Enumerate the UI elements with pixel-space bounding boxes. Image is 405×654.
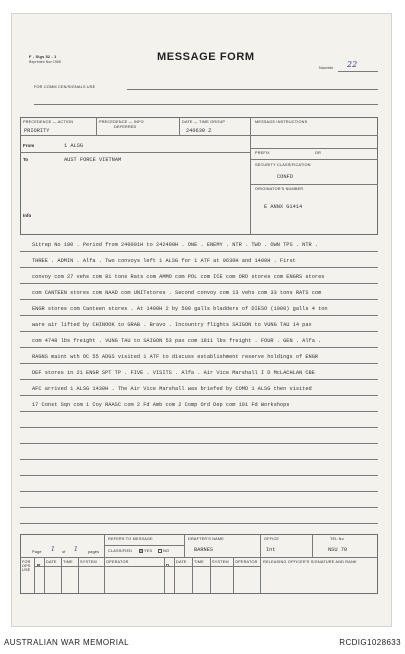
message-line: com 4748 lbs freight . VUNG TAU to SAIGON 53 pax com 1811 lbs freight . FOUR . GEN . Alfa . <box>32 338 322 344</box>
message-line-rule <box>20 331 378 332</box>
bottom-box <box>20 534 378 594</box>
message-line-rule <box>20 363 378 364</box>
ops-col <box>34 557 35 594</box>
precedence-action-label: PRECEDENCE — ACTION <box>23 120 74 124</box>
r-time-col <box>78 557 79 594</box>
no-label: NO <box>163 549 170 553</box>
originator-value: E ANNX G1414 <box>264 204 303 210</box>
for-ops-use-label: FOR OPS USE <box>22 560 31 572</box>
page-value: 1 <box>51 546 55 553</box>
r-system-label: SYSTEM <box>80 560 97 564</box>
info-label: Info <box>23 213 32 218</box>
message-line: THREE . ADMIN . Alfa . Two convoys left 1 ALSG for 1 ATF at 0630H and 1400H . First <box>32 258 296 264</box>
prefix-top-rule <box>250 148 378 149</box>
number-rule <box>338 71 378 72</box>
message-line-rule <box>20 427 378 428</box>
precedence-info-label: PRECEDENCE — INFO <box>99 120 144 124</box>
ops-header-rule <box>34 566 260 567</box>
form-reprint-note: Reprinted Nov 1965 <box>29 60 61 64</box>
r-label: R <box>37 563 41 568</box>
footer-left: AUSTRALIAN WAR MEMORIAL <box>4 638 129 647</box>
office-label: OFFICE <box>264 537 280 541</box>
tel-label: TEL No <box>330 537 344 541</box>
drafter-label: DRAFTER'S NAME <box>188 537 225 541</box>
d-time-label: TIME <box>194 560 204 564</box>
from-rule <box>20 152 250 153</box>
d-system-col <box>233 557 234 594</box>
number-value: 22 <box>347 60 358 69</box>
d-date-label: DATE <box>176 560 187 564</box>
message-line: AFC arrived 1 ALSG 1430H . The Air Vice Marshall was briefed by COMD 1 ALSG then visited <box>32 386 312 392</box>
message-line-rule <box>20 459 378 460</box>
comm-cen-label: FOR COMM CEN/SIGNALS USE <box>34 85 96 89</box>
message-line-rule <box>20 347 378 348</box>
r-time-label: TIME <box>63 560 73 564</box>
prefix-bottom-rule <box>250 159 378 160</box>
header-row-divider <box>20 135 378 136</box>
tel-value: NSU 70 <box>328 547 348 553</box>
form-code: F - Sigs 52 - 1 <box>29 55 57 59</box>
gr-label: GR <box>315 151 322 155</box>
bottom-col-c <box>260 534 261 557</box>
bottom-row-divider <box>20 557 378 558</box>
header-col-1 <box>96 117 97 135</box>
r-date-label: DATE <box>46 560 57 564</box>
comm-cen-rule-2 <box>34 104 378 105</box>
from-label: From <box>23 143 35 148</box>
message-line-rule <box>20 523 378 524</box>
d-date-col <box>192 557 193 594</box>
instructions-label: MESSAGE INSTRUCTIONS <box>255 120 308 124</box>
header-col-3 <box>250 117 251 235</box>
message-line: com CANTEEN stores com NAAD com UNITstores . Second convoy com 13 vehs com 33 tons RATS com <box>32 290 322 296</box>
bottom-col-b <box>184 534 185 557</box>
message-line: Sitrep No 180 . Period from 240001H to 242400H . ONE . ENEMY . NTR . TWO . OWN TPS . NTR . <box>32 242 319 248</box>
security-value: CONFD <box>277 174 293 180</box>
message-line: 17 Const Sqn com 1 Coy RAASC com 2 Fd Amb com 2 Comp Ord Dep com 101 Fd Workshops <box>32 402 290 408</box>
of-label: of <box>62 550 66 554</box>
d-label: D <box>166 563 170 568</box>
d-operator-label: OPERATOR <box>235 560 258 564</box>
precedence-info-sub: DEFERRED <box>114 125 137 129</box>
drafter-value: BARNES <box>194 547 214 553</box>
dtg-value: 240630 Z <box>186 128 212 134</box>
no-checkbox[interactable] <box>158 549 162 553</box>
to-value: AUST FORCE VIETNAM <box>64 157 122 163</box>
header-col-2 <box>179 117 180 135</box>
r-system-col <box>104 557 105 594</box>
message-line: DEF stores in 21 ENGR SPT TP . FIVE . VISITS . Alfa . Air Vice Marshall I D McLACHLAN CBE <box>32 370 315 376</box>
refers-label: REFERS TO MESSAGE <box>108 537 153 541</box>
precedence-action-value: PRIORITY <box>24 128 50 134</box>
message-line-rule <box>20 315 378 316</box>
number-label: Number <box>319 66 334 70</box>
message-line-rule <box>20 283 378 284</box>
r-col <box>44 557 45 594</box>
to-label: To <box>23 157 29 162</box>
message-line-rule <box>20 395 378 396</box>
comm-cen-rule <box>127 89 378 90</box>
message-line-rule <box>20 491 378 492</box>
originator-label: ORIGINATOR'S NUMBER <box>255 187 304 191</box>
message-line: ENGR stores com Canteen stores . At 1400H 2 by 500 galls bladders of DIESO (1000) galls 4 ton <box>32 306 328 312</box>
r-operator-label: OPERATOR <box>106 560 129 564</box>
security-rule <box>250 184 378 185</box>
office-value: Int <box>266 547 276 553</box>
d-system-label: SYSTEM <box>212 560 229 564</box>
message-line: convoy com 27 vehs com 81 tons Rats com AMMO com POL com ICE com ORD stores com ENGRS stores <box>32 274 325 280</box>
classified-label: CLASSIFIED <box>108 549 133 553</box>
of-value: 1 <box>74 546 78 553</box>
message-line-rule <box>20 251 378 252</box>
d-operator-col <box>260 557 261 594</box>
d-col <box>174 557 175 594</box>
yes-checkbox[interactable]: X <box>140 549 143 553</box>
message-line-rule <box>20 379 378 380</box>
dtg-label: DATE — TIME GROUP <box>182 120 226 124</box>
prefix-label: PREFIX <box>255 151 270 155</box>
message-form-sheet <box>11 13 392 627</box>
message-line-rule <box>20 299 378 300</box>
message-line: RAGNS maint wth OC 55 ADGS visited 1 ATF to discuss establishment reserve holdings of ENGR <box>32 354 319 360</box>
bottom-col-d <box>312 534 313 557</box>
page-label: Page <box>32 550 42 554</box>
releasing-label: RELEASING OFFICER'S SIGNATURE AND RANK <box>263 560 357 564</box>
message-line-rule <box>20 507 378 508</box>
r-operator-col <box>164 557 165 594</box>
pages-label: pages <box>88 550 100 554</box>
message-line-rule <box>20 267 378 268</box>
d-time-col <box>210 557 211 594</box>
message-line-rule <box>20 411 378 412</box>
message-line-rule <box>20 443 378 444</box>
from-value: 1 ALSG <box>64 143 84 149</box>
refers-divider <box>104 545 184 546</box>
r-date-col <box>61 557 62 594</box>
footer-right: RCDIG1028633 <box>339 638 401 647</box>
form-title: MESSAGE FORM <box>157 51 255 63</box>
message-line: ware air lifted by CHINOOK to GRAB . Bravo . Incountry flights SAIGON to VUNG TAU 14 pax <box>32 322 312 328</box>
yes-label: YES <box>144 549 153 553</box>
message-line-rule <box>20 475 378 476</box>
security-label: SECURITY CLASSIFICATION <box>255 163 311 167</box>
